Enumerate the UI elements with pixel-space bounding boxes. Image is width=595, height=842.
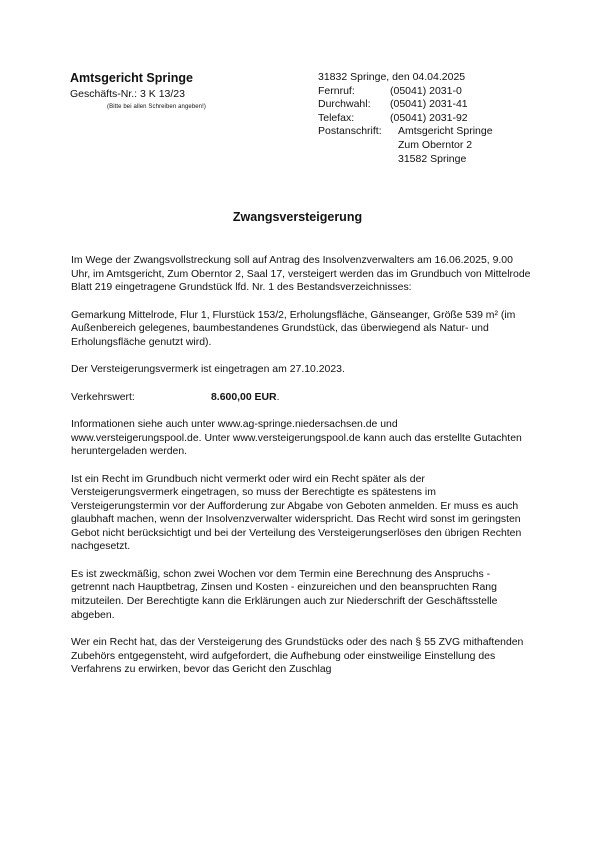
phone-label: Fernruf: <box>318 84 355 97</box>
postal-address-line3: 31582 Springe <box>398 152 467 165</box>
phone-number: (05041) 2031-0 <box>390 84 462 97</box>
postal-address-label: Postanschrift: <box>318 125 382 138</box>
fax-number: (05041) 2031-92 <box>390 111 468 124</box>
document-body <box>71 254 531 691</box>
contact-block <box>318 71 493 166</box>
postal-address-line2: Zum Oberntor 2 <box>398 138 473 151</box>
paragraph-claim-calculation: Es ist zweckmäßig, schon zwei Wochen vor dem Termin eine Berechnung des Anspruchs - getrennt nach Hauptbetrag, Zinsen und Kosten - einzureichen und den beanspruchten Rang mitzuteilen. Der Berechtigte kann die Erklärungen auch zur Niederschrift der Geschäftsstelle abgeben. <box>71 568 498 621</box>
postal-address-row <box>318 125 493 139</box>
place-date: 31832 Springe, den 04.04.2025 <box>318 71 466 83</box>
case-number: 3 K 13/23 <box>140 88 185 100</box>
direct-dial-row <box>318 98 493 112</box>
postal-address-line1: Amtsgericht Springe <box>398 125 493 138</box>
paragraph-auction-note: Der Versteigerungsvermerk ist eingetragen am 27.10.2023. <box>71 364 345 376</box>
paragraph-opposing-rights: Wer ein Recht hat, das der Versteigerung des Grundstücks oder des nach § 55 ZVG mithaftenden Zubehörs entgegensteht, wird aufgefordert, die Aufhebung oder einstweilige Einstellung des Verfahrens zu erwirken, bevor das Gericht den Zuschlag <box>71 637 524 676</box>
paragraph-auction-notice: Im Wege der Zwangsvollstreckung soll auf Antrag des Insolvenzverwalters am 16.06.2025, 9.00 Uhr, im Amtsgericht, Zum Oberntor 2, Saal 17, versteigert werden das im Grundbuch von Mittelrode Blatt 219 eingetragene Grundstück lfd. Nr. 1 des Bestandsverzeichnisses: <box>71 255 531 294</box>
paragraph-information: Informationen siehe auch unter www.ag-springe.niedersachsen.de und www.versteigerungspool.de. Unter www.versteigerungspool.de kann auch das erstellte Gutachten heruntergeladen werden. <box>71 418 522 458</box>
reference-hint: (Bitte bei allen Schreiben angeben!) <box>107 104 206 110</box>
market-value-suffix: . <box>276 391 280 403</box>
paragraph-rights-registration: Ist ein Recht im Grundbuch nicht vermerkt oder wird ein Recht später als der Versteigerungsvermerk eingetragen, so muss der Berechtigte es spätestens im Versteigerungstermin vor der Aufforderung zur Abgabe von Geboten anmelden. Er muss es auch glaubhaft machen, wenn der Insolvenzverwalter widerspricht. Das Recht wird sonst im geringsten Gebot nicht berücksichtigt und bei der Verteilung des Versteigerungserlöses den übrigen Rechten nachgesetzt. <box>71 473 522 553</box>
direct-dial-number: (05041) 2031-41 <box>390 98 468 111</box>
document-title: Zwangsversteigerung <box>232 210 363 224</box>
case-number-label: Geschäfts-Nr.: <box>70 88 138 100</box>
fax-row <box>318 112 493 126</box>
court-name: Amtsgericht Springe <box>70 71 193 85</box>
paragraph-property-description: Gemarkung Mittelrode, Flur 1, Flurstück 153/2, Erholungsfläche, Gänseanger, Größe 539 m² (im Außenbereich gelegenes, baumbestandenes Grundstück, das überwiegend als Natur- und Erholungsfläche genutzt wird). <box>71 309 516 348</box>
market-value-amount <box>211 391 279 405</box>
fax-label: Telefax: <box>318 111 355 124</box>
case-number-line <box>70 88 185 100</box>
market-value: 8.600,00 EUR <box>211 391 277 403</box>
direct-dial-label: Durchwahl: <box>318 98 371 111</box>
market-value-label: Verkehrswert: <box>71 391 135 403</box>
phone-row <box>318 85 493 99</box>
market-value-row <box>71 391 531 405</box>
